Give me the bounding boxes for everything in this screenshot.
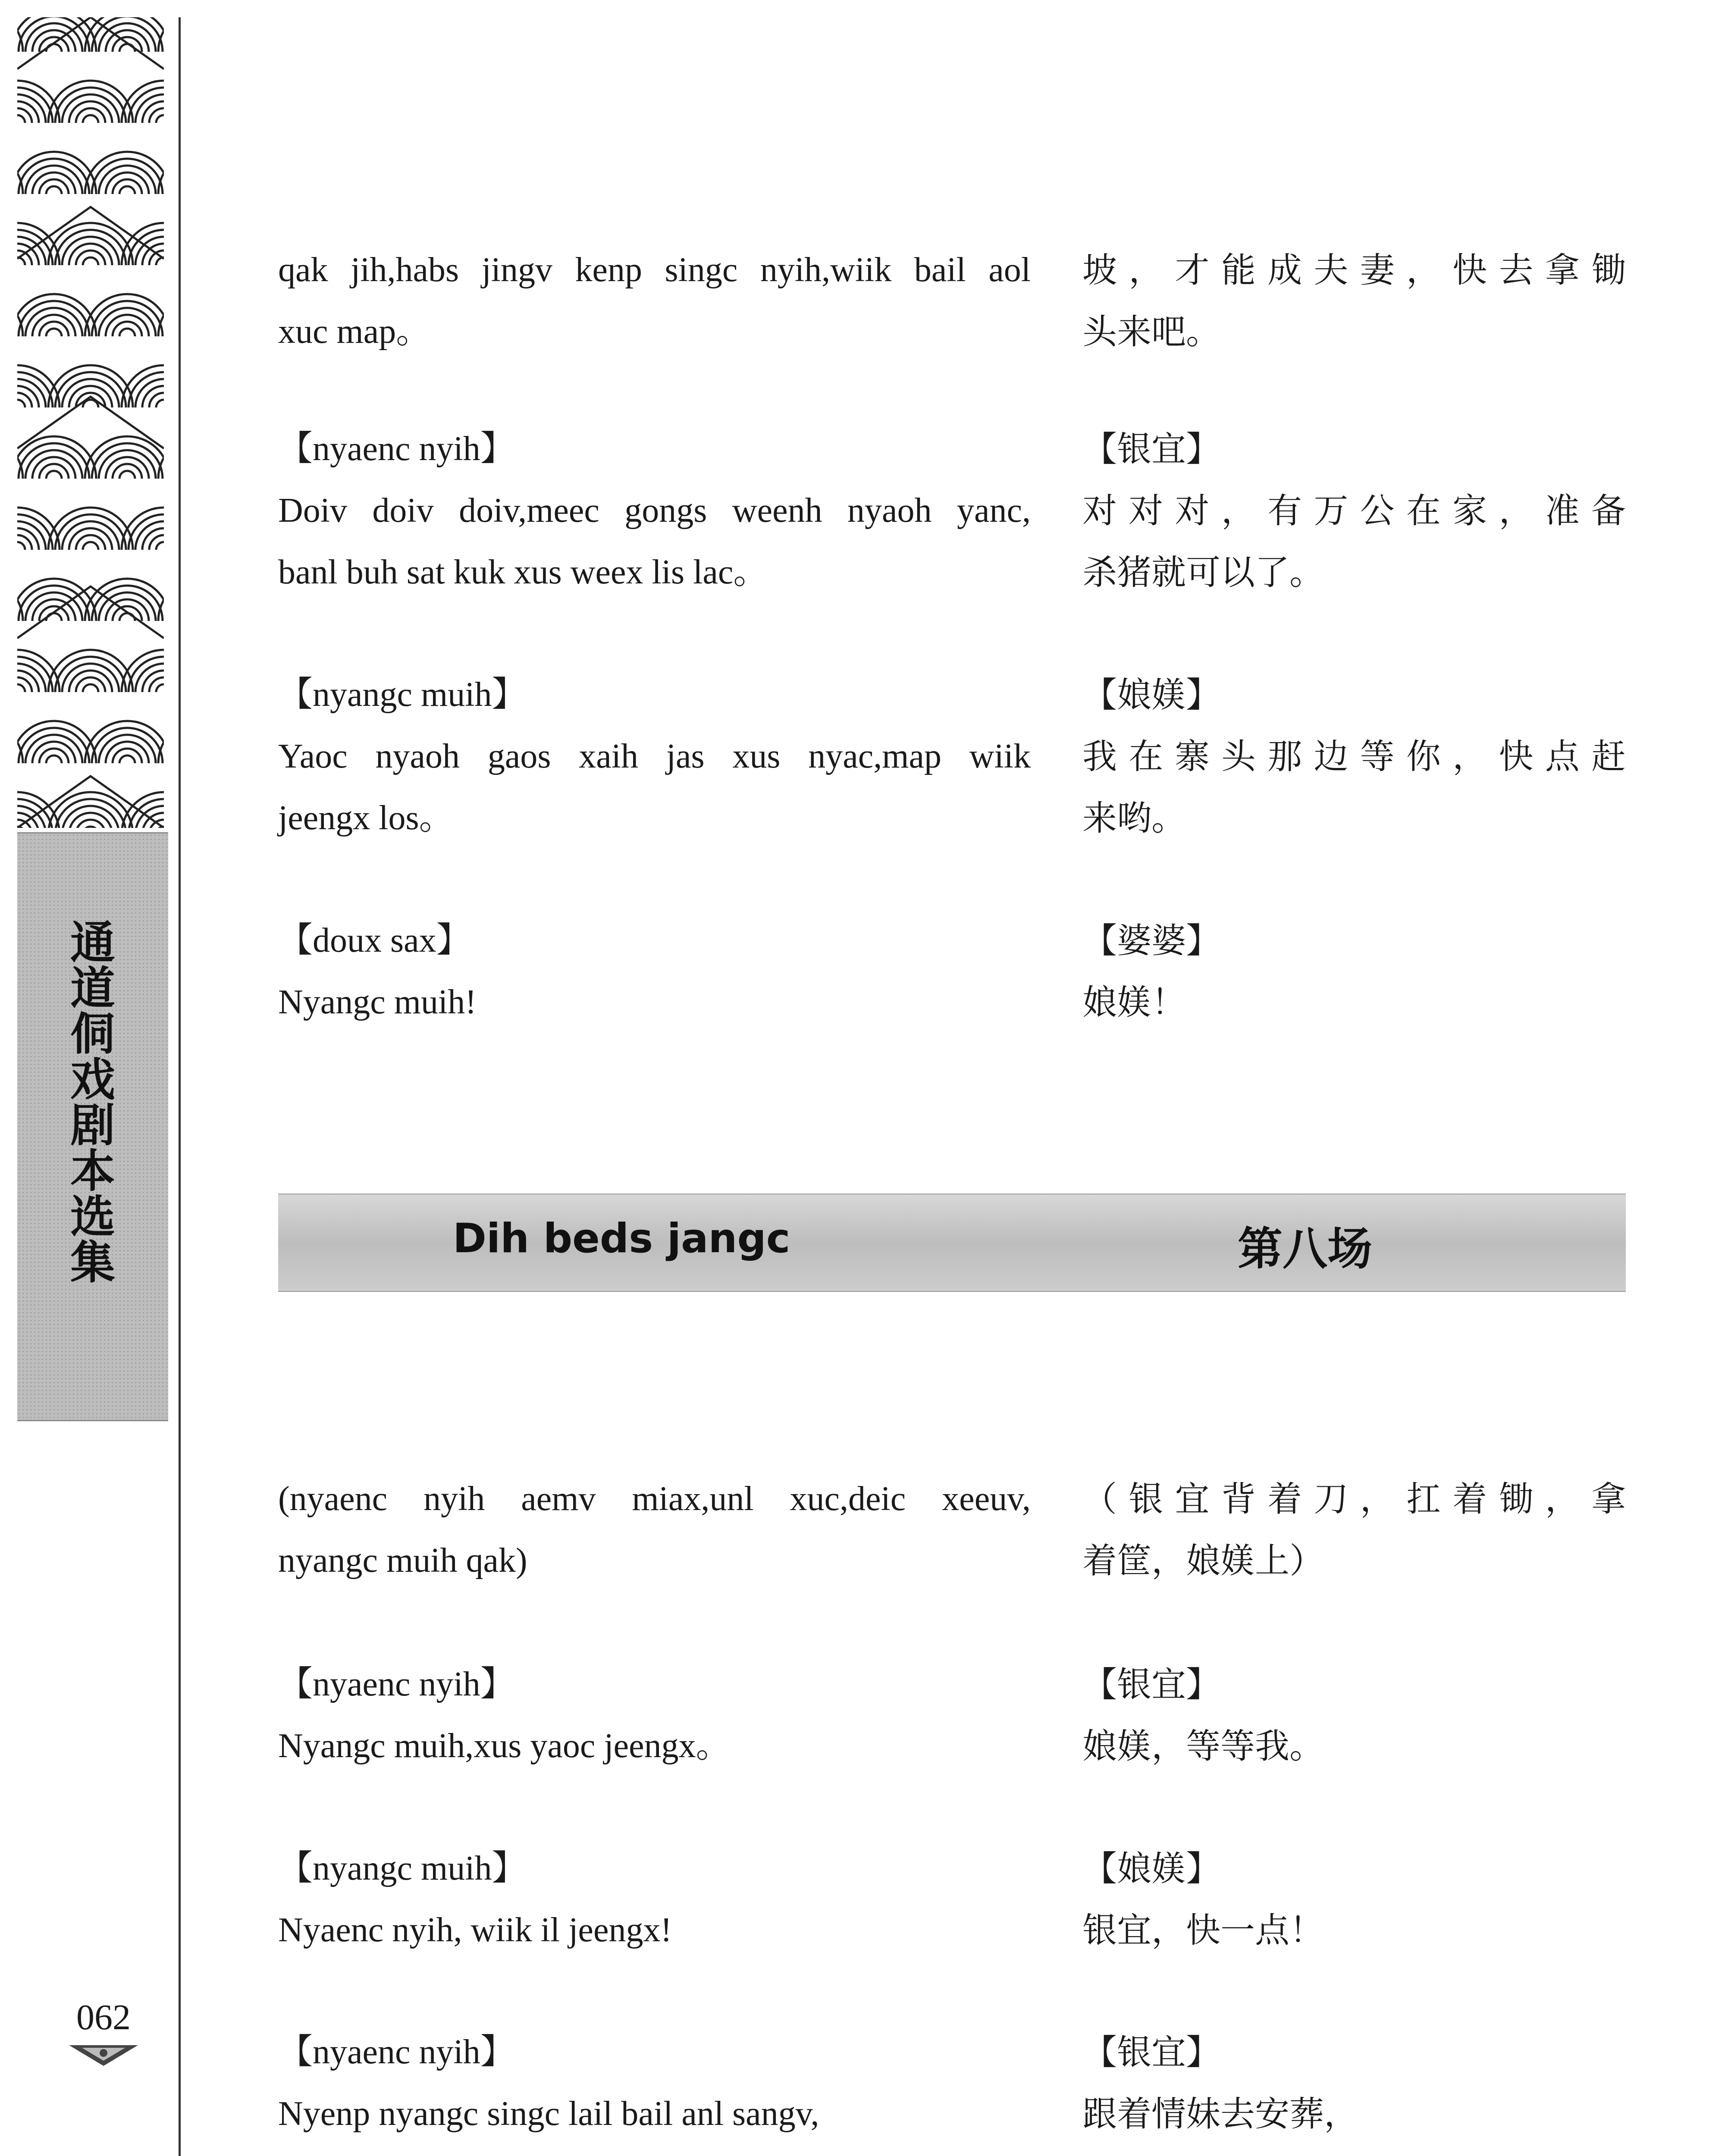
chinese-line: 跟着情妹去安葬， [1082,2094,1358,2134]
chinese-line: 我在寨头那边等你，快点赶 [1082,736,1626,777]
wave-arc [156,684,164,692]
title-char: 道 [70,962,115,1015]
wave-arc [156,115,164,123]
speaker-name: 【娘媄】 [1082,675,1220,715]
chinese-text [1082,2021,1626,2145]
chinese-text [1082,1468,1626,1592]
scene-title-chinese: 第八场 [1238,1222,1373,1275]
title-char: 选 [70,1191,115,1243]
wave-arc [119,186,135,194]
wave-arc [19,586,89,621]
wave-arc [83,684,98,692]
chinese-text [1082,1838,1626,1961]
page-number: 062 [76,1997,131,2037]
title-char: 通 [70,916,115,969]
chinese-line: 着筐，娘媄上） [1082,1541,1324,1581]
dong-line: Nyangc muih! [278,983,477,1021]
speaker-name: 【nyangc muih】 [278,676,527,714]
wave-arc [55,372,126,407]
wave-arc [19,159,89,194]
wave-arc [17,684,25,692]
dong-text [278,910,1031,1033]
decorative-wave-pattern [17,17,164,828]
wave-arc [55,230,126,265]
dong-text [278,1468,1031,1592]
speaker-name: 【nyaenc nyih】 [278,1665,515,1703]
speaker-name: 【银宜】 [1082,429,1220,469]
wave-arc [156,400,164,407]
chinese-text [1082,239,1626,363]
title-char: 戏 [70,1053,115,1106]
chinese-line: 银宜，快一点！ [1082,1910,1324,1950]
speaker-name: 【nyaenc nyih】 [278,430,515,468]
dong-line: Nyaenc nyih, wiik il jeengx! [278,1911,672,1949]
wave-arc [17,400,25,407]
book-title [17,916,168,1289]
dong-text [278,239,1031,363]
title-char: 本 [70,1145,115,1197]
chinese-text [1082,910,1626,1033]
wave-arc [156,542,164,550]
wave-arc [17,542,25,550]
title-char: 侗 [70,1008,115,1060]
chinese-text [1082,418,1626,603]
chinese-line: 对对对，有万公在家，准备 [1082,491,1626,531]
wave-arc [119,755,135,763]
chinese-text [1082,1654,1626,1777]
wave-arc [55,514,126,550]
speaker-name: 【nyaenc nyih】 [278,2033,515,2071]
wave-arc [92,159,163,194]
chinese-line: 来哟。 [1082,798,1186,838]
dong-line: banl buh sat kuk xus weex lis lac。 [278,553,768,591]
chinese-line: 娘媄！ [1082,982,1186,1022]
chinese-line: 头来吧。 [1082,312,1220,352]
wave-arc [19,443,89,479]
dong-text [278,1838,1031,1961]
chinese-line: 坡，才能成夫妻，快去拿锄 [1082,250,1626,290]
wave-arc [92,728,163,763]
speaker-name: 【银宜】 [1082,1664,1220,1705]
title-char: 剧 [70,1099,115,1152]
chinese-line: （银宜背着刀，扛着锄，拿 [1082,1479,1626,1519]
title-char: 集 [70,1236,115,1289]
wave-arc [46,471,62,479]
margin-rule [179,17,181,2156]
dong-text [278,418,1031,603]
wave-arc [46,329,62,336]
page-number-ornament [69,2042,138,2068]
wave-arc [83,115,98,123]
dong-line: xuc map。 [278,313,431,351]
scene-header [278,1194,1626,1292]
chinese-line: 娘媄，等等我。 [1082,1726,1324,1766]
dong-line: (nyaenc nyih aemv miax,unl xuc,deic xeeuv, [278,1480,1031,1518]
scene-title-dong: Dih beds jangc [453,1215,790,1262]
wave-arc [55,657,126,692]
wave-arc [19,301,89,336]
wave-arc [83,542,98,550]
speaker-name: 【娘媄】 [1082,1849,1220,1889]
wave-arc [83,827,98,828]
speaker-name: 【银宜】 [1082,2032,1220,2072]
wave-arc [119,329,135,336]
dong-line: jeengx los。 [278,799,454,837]
dong-line: Nyangc muih,xus yaoc jeengx。 [278,1727,731,1765]
wave-arc [92,301,163,336]
wave-arc [55,88,126,123]
dong-line: Doiv doiv doiv,meec gongs weenh nyaoh yanc, [278,492,1031,530]
dong-line: Yaoc nyaoh gaos xaih jas xus nyac,map wiik [278,737,1031,775]
dong-line: Nyenp nyangc singc lail bail anl sangv, [278,2095,819,2133]
wave-arc [83,257,98,265]
speaker-name: 【nyangc muih】 [278,1849,527,1887]
wave-arc [17,115,25,123]
wave-arc [46,755,62,763]
speaker-name: 【doux sax】 [278,921,471,959]
dong-text [278,2021,1031,2145]
wave-arc [46,186,62,194]
speaker-name: 【婆婆】 [1082,921,1220,961]
wave-arc [92,443,163,479]
dong-line: qak jih,habs jingv kenp singc nyih,wiik bail aol [278,251,1031,289]
wave-arc [19,728,89,763]
wave-arc [92,586,163,621]
chinese-line: 杀猪就可以了。 [1082,552,1324,592]
wave-arc [119,471,135,479]
spine-panel [17,832,168,1421]
dong-line: nyangc muih qak) [278,1542,527,1579]
dong-text [278,664,1031,849]
chinese-text [1082,664,1626,849]
dong-text [278,1654,1031,1777]
